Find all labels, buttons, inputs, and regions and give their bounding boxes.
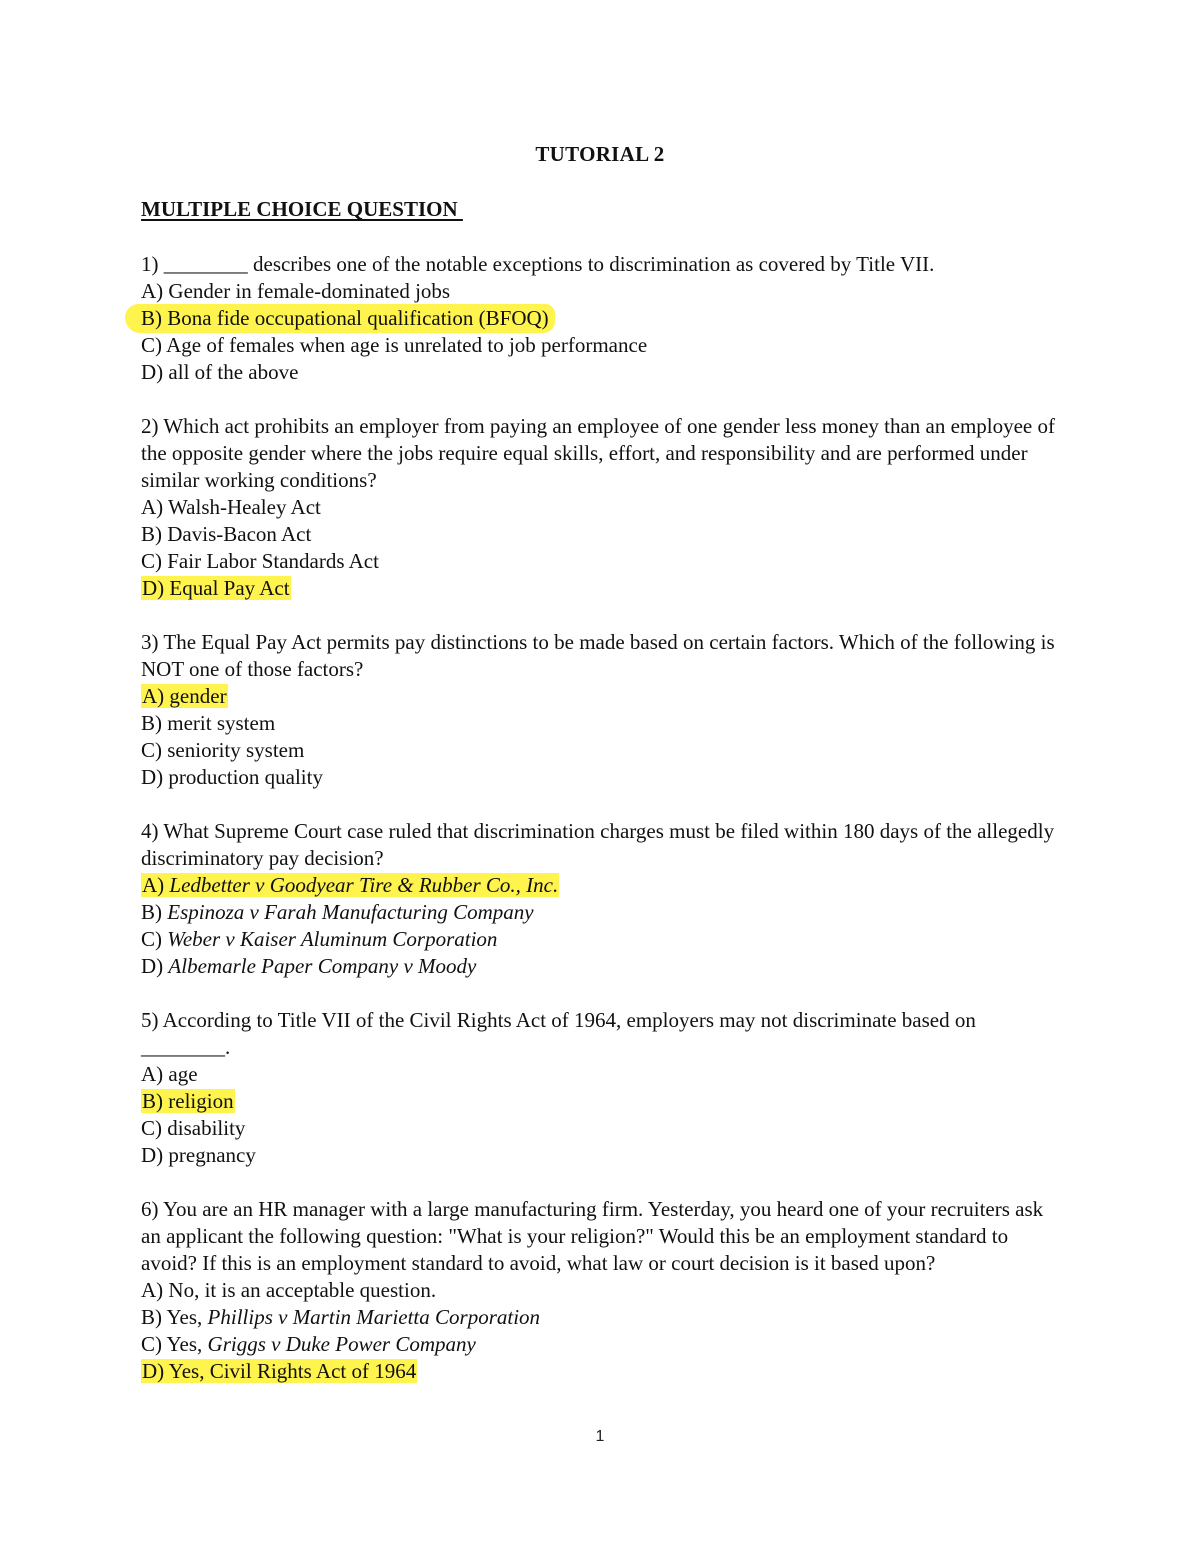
option-text: Ledbetter v Goodyear Tire & Rubber Co., Inc. (169, 873, 559, 897)
option-b (141, 521, 1061, 548)
option-prefix: D) (141, 954, 169, 978)
option-text: production quality (168, 765, 323, 789)
option-prefix: A) (141, 279, 169, 303)
option-text: Gender in female-dominated jobs (168, 279, 451, 303)
option-text: merit system (167, 711, 276, 735)
option-prefix: D) (142, 1359, 169, 1383)
option-text: No, it is an acceptable question. (168, 1278, 437, 1302)
option-text: Walsh-Healey Act (168, 495, 321, 519)
option-d-highlighted (141, 575, 1061, 602)
option-b (141, 710, 1061, 737)
option-c (141, 1331, 1061, 1358)
option-text: Griggs v Duke Power Company (207, 1332, 476, 1356)
option-prefix: B) (141, 711, 168, 735)
option-prefix: B) (142, 1089, 169, 1113)
question-5 (141, 1007, 1061, 1169)
option-prefix: B) (141, 522, 168, 546)
option-c (141, 1115, 1061, 1142)
option-text: pregnancy (168, 1143, 256, 1167)
option-prefix: C) Yes, (141, 1332, 208, 1356)
option-text: Phillips v Martin Marietta Corporation (207, 1305, 541, 1329)
option-prefix: B) Yes, (141, 1305, 208, 1329)
question-stem: 3) The Equal Pay Act permits pay distinctions to be made based on certain factors. Which of the following is NOT one of those factors? (141, 630, 1055, 681)
question-4 (141, 818, 1061, 980)
question-stem: 1) ________ describes one of the notable exceptions to discrimination as covered by Title VII. (141, 252, 935, 276)
question-stem: 6) You are an HR manager with a large manufacturing firm. Yesterday, you heard one of your recruiters ask an applicant the following question: "What is your religion?" Would this be an employment standard to avoid? If this is an employment standard to avoid, what law or court decision is it based upon? (141, 1197, 1044, 1275)
question-stem: 4) What Supreme Court case ruled that discrimination charges must be filed within 180 days of the allegedly discriminatory pay decision? (141, 819, 1055, 870)
option-d (141, 359, 1061, 386)
option-text: Age of females when age is unrelated to job performance (166, 333, 648, 357)
question-3 (141, 629, 1061, 791)
option-prefix: D) (141, 1143, 169, 1167)
option-c (141, 737, 1061, 764)
option-d (141, 953, 1061, 980)
option-prefix: A) (141, 1062, 169, 1086)
option-a-highlighted (141, 683, 1061, 710)
option-prefix: D) (142, 576, 170, 600)
option-prefix: C) (141, 1116, 168, 1140)
option-prefix: C) (141, 927, 168, 951)
option-c (141, 332, 1061, 359)
option-prefix: A) (141, 1278, 169, 1302)
option-text: Espinoza v Farah Manufacturing Company (167, 900, 534, 924)
option-text: Yes, Civil Rights Act of 1964 (168, 1359, 417, 1383)
option-prefix: B) (141, 306, 168, 330)
option-text: seniority system (167, 738, 305, 762)
option-text: Davis-Bacon Act (167, 522, 312, 546)
option-prefix: A) (142, 873, 170, 897)
option-text: all of the above (168, 360, 299, 384)
option-text: Bona fide occupational qualification (BFOQ) (167, 306, 549, 330)
option-prefix: C) (141, 333, 167, 357)
option-text: gender (169, 684, 227, 708)
option-prefix: A) (142, 684, 170, 708)
option-prefix: C) (141, 549, 168, 573)
question-stem: 5) According to Title VII of the Civil Rights Act of 1964, employers may not discriminate based on ________. (141, 1008, 976, 1059)
option-b-highlighted (141, 305, 1061, 332)
question-1 (141, 251, 1061, 386)
option-b (141, 1304, 1061, 1331)
question-6 (141, 1196, 1061, 1385)
option-prefix: C) (141, 738, 168, 762)
option-a (141, 278, 1061, 305)
option-text: religion (168, 1089, 234, 1113)
question-stem: 2) Which act prohibits an employer from paying an employee of one gender less money than an employee of the opposite gender where the jobs require equal skills, effort, and responsibility and are performed under similar working conditions? (141, 414, 1055, 492)
page-number: 1 (595, 1428, 605, 1445)
option-d (141, 1142, 1061, 1169)
option-text: age (168, 1062, 198, 1086)
option-prefix: D) (141, 360, 169, 384)
option-a (141, 1061, 1061, 1088)
option-text: Albemarle Paper Company v Moody (168, 954, 477, 978)
question-2 (141, 413, 1061, 602)
option-b-highlighted (141, 1088, 1061, 1115)
option-a-highlighted (141, 872, 1061, 899)
option-a (141, 1277, 1061, 1304)
option-prefix: D) (141, 765, 169, 789)
question-list (141, 251, 1061, 1385)
option-prefix: A) (141, 495, 169, 519)
option-d (141, 764, 1061, 791)
option-text: Equal Pay Act (169, 576, 290, 600)
option-b (141, 899, 1061, 926)
section-heading: MULTIPLE CHOICE QUESTION (141, 197, 463, 221)
option-c (141, 926, 1061, 953)
option-c (141, 548, 1061, 575)
option-a (141, 494, 1061, 521)
option-text: Fair Labor Standards Act (167, 549, 379, 573)
document-title: TUTORIAL 2 (535, 142, 665, 166)
option-d-highlighted (141, 1358, 1061, 1385)
option-prefix: B) (141, 900, 168, 924)
option-text: Weber v Kaiser Aluminum Corporation (167, 927, 498, 951)
option-text: disability (167, 1116, 246, 1140)
